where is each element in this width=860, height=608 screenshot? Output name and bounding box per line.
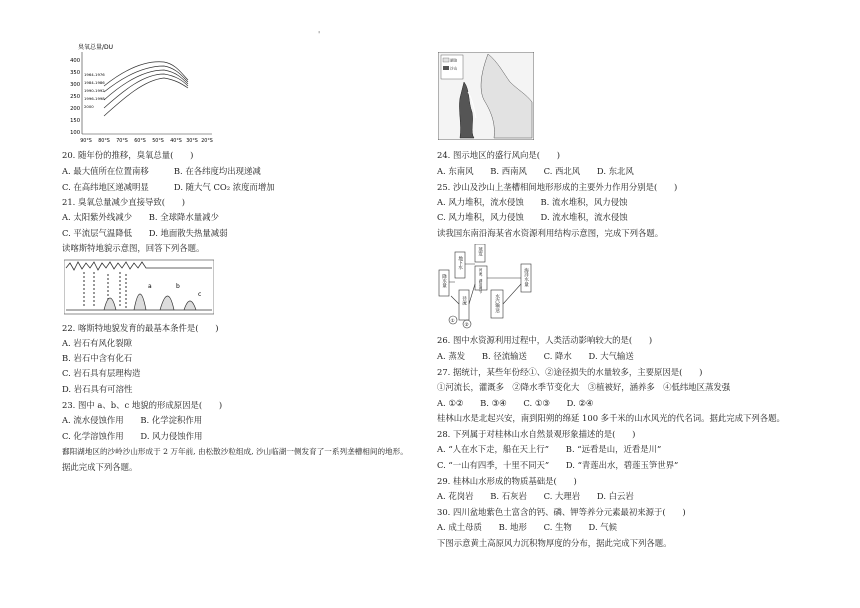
ozone-x-tick: 40°S — [170, 139, 182, 144]
reading-prompt: 读我国东南沿海某省水资源利用结构示意图，完成下列各题。 — [437, 228, 664, 238]
question-28: 28. 下列属于对桂林山水自然景观形象描述的是( ) — [437, 429, 636, 439]
ozone-y-tick: 150 — [70, 118, 80, 124]
karst-label-c: c — [198, 291, 202, 298]
option-line: A. ①② B. ③④ C. ①③ D. ②④ — [437, 398, 594, 408]
reading-prompt: 下图示意黄土高原风力沉积物厚度的分布，据此完成下列各题。 — [437, 538, 672, 548]
ozone-series-line — [104, 70, 188, 100]
map-legend-lake: 湖泊 — [450, 58, 458, 63]
label-evap: 蒸发 — [477, 247, 483, 257]
karst-label-a: a — [148, 283, 152, 290]
ozone-x-tick: 30°S — [186, 139, 198, 144]
label-runoff: 径流 — [461, 296, 467, 306]
ozone-x-tick: 90°S — [80, 139, 92, 144]
option-line: D. 岩石具有可溶性 — [62, 384, 133, 394]
reading-prompt: 桂林山水是北起兴安，南到阳朔的绵延 100 多千米的山水风光的代名词。据此完成下列各题。 — [437, 413, 785, 423]
option-line: C. “一山有四季，十里不同天” D. “青莲出水，碧莲玉笋世界” — [437, 460, 679, 470]
option-line: C. 岩石具有层理构造 — [62, 368, 141, 378]
ozone-series-line — [104, 74, 188, 108]
ozone-y-tick: 250 — [70, 94, 80, 100]
page-mark: ' — [318, 30, 321, 39]
question-26: 26. 图中水资源利用过程中，人类活动影响较大的是( ) — [437, 335, 653, 345]
option-line: A. 岩石有风化裂隙 — [62, 338, 132, 348]
option-line: A. 流水侵蚀作用 B. 化学淀积作用 — [62, 415, 203, 425]
ozone-chart — [64, 40, 214, 146]
option-line: B. 岩石中含有化石 — [62, 353, 133, 363]
water-cycle-diagram — [437, 244, 547, 330]
ozone-x-tick: 20°S — [201, 139, 213, 144]
ozone-y-tick: 100 — [70, 130, 80, 136]
option-line: A. 东南风 B. 西南风 C. 西北风 D. 东北风 — [437, 166, 634, 176]
label-ground: 地下水 — [457, 256, 463, 270]
option-line: A. 成土母质 B. 地形 C. 生物 D. 气候 — [437, 522, 618, 532]
ozone-x-tick: 80°S — [98, 139, 110, 144]
question-22: 22. 喀斯特地貌发育的最基本条件是( ) — [62, 323, 219, 333]
option-line: A. 最大值所在位置南移 B. 在各纬度均出现递减 — [62, 166, 261, 176]
option-line: C. 化学溶蚀作用 D. 风力侵蚀作用 — [62, 431, 203, 441]
ozone-y-tick: 300 — [70, 82, 80, 88]
ozone-series-label: 1996-1998 — [84, 96, 105, 101]
reading-prompt: 读喀斯特地貌示意图，回答下列各题。 — [62, 243, 205, 253]
ozone-series-label: 2000 — [84, 104, 94, 109]
option-line: A. “人在水下走，船在天上行” B. “远看是山，近看是川” — [437, 444, 662, 454]
reading-prompt: 据此完成下列各题。 — [62, 462, 138, 472]
question-27: 27. 据统计，某些年份经①、②途径损失的水量较多，主要原因是( ) — [437, 367, 703, 377]
ozone-series-line — [104, 66, 188, 92]
ozone-x-tick: 70°S — [116, 139, 128, 144]
option-line: C. 在高纬地区递减明显 D. 随大气 CO₂ 浓度而增加 — [62, 182, 275, 192]
question-25: 25. 沙山及沙山上垄槽相间地形形成的主要外力作用分别是( ) — [437, 182, 678, 192]
ozone-series-label: 1990-1992 — [84, 88, 105, 93]
ozone-x-tick: 60°S — [134, 139, 146, 144]
label-transport: 水汽输送 — [494, 294, 500, 313]
question-30: 30. 四川盆地紫色土富含的钙、磷、钾等养分元素最初来源于( ) — [437, 507, 686, 517]
label-path-2: ② — [464, 323, 469, 328]
question-23: 23. 图中 a、b、c 地貌的形成原因是( ) — [62, 400, 223, 410]
question-24: 24. 图示地区的盛行风向是( ) — [437, 150, 561, 160]
option-line: C. 风力堆积，风力侵蚀 D. 流水堆积，流水侵蚀 — [437, 212, 628, 222]
ozone-y-tick: 200 — [70, 106, 80, 112]
question-21: 21. 臭氧总量减少直接导致( ) — [62, 197, 186, 207]
question-20: 20. 随年份的推移，臭氧总量( ) — [62, 150, 194, 160]
label-sea: 海洋水量 — [523, 268, 529, 287]
option-line: C. 平流层气温降低 D. 地面散失热量减弱 — [62, 228, 228, 238]
option-line: A. 风力堆积，流水侵蚀 B. 流水堆积，风力侵蚀 — [437, 197, 628, 207]
label-lake: 河流、湖泊调节 — [479, 268, 483, 294]
reading-prompt: 鄱阳湖地区的沙岭沙山形成于 2 万年前, 由松散沙粒组成, 沙山临湖一侧发育了一系列垄槽相间的地形。 — [62, 447, 408, 456]
question-29: 29. 桂林山水形成的物质基础是( ) — [437, 476, 577, 486]
ozone-series-label: 1984-1986 — [84, 80, 105, 85]
map-legend-dune: 沙山 — [450, 66, 458, 71]
option-line: ①河流长，灌溉多 ②降水季节变化大 ③植被好，涵养多 ④低纬地区蒸发强 — [437, 382, 731, 392]
option-line: A. 花岗岩 B. 石灰岩 C. 大理岩 D. 白云岩 — [437, 491, 634, 501]
karst-label-b: b — [176, 283, 180, 290]
karst-diagram — [64, 258, 214, 316]
ozone-y-title: 臭氧总量/DU — [78, 44, 114, 51]
option-line: A. 蒸发 B. 径流输送 C. 降水 D. 大气输送 — [437, 351, 634, 361]
option-line: A. 太阳紫外线减少 B. 全球降水量减少 — [62, 212, 219, 222]
label-path-1: ① — [450, 319, 455, 324]
ozone-y-tick: 400 — [70, 58, 80, 64]
ozone-series-label: 1964-1976 — [84, 72, 105, 77]
ozone-x-tick: 50°S — [152, 139, 164, 144]
ozone-y-tick: 350 — [70, 70, 80, 76]
poyang-map — [438, 52, 534, 140]
label-precip: 降水量 — [441, 274, 447, 288]
